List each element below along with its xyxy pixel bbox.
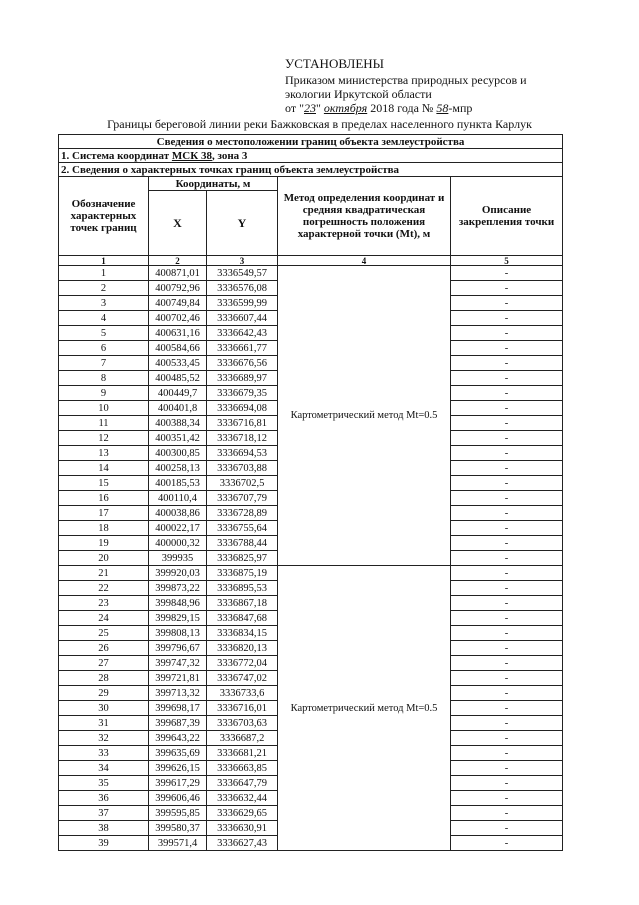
coordinate-x: 399796,67 [149, 641, 207, 656]
point-description: - [451, 611, 563, 626]
coordinate-system-line [59, 149, 563, 163]
point-number: 16 [59, 491, 149, 506]
coordinate-x: 400749,84 [149, 296, 207, 311]
point-description: - [451, 791, 563, 806]
coordinate-y: 3336629,65 [207, 806, 278, 821]
coordinate-y: 3336576,08 [207, 281, 278, 296]
point-description: - [451, 416, 563, 431]
point-description: - [451, 566, 563, 581]
approval-suffix: -мпр [448, 101, 473, 115]
point-description: - [451, 836, 563, 851]
point-number: 10 [59, 401, 149, 416]
coordinate-x: 400022,17 [149, 521, 207, 536]
point-number: 30 [59, 701, 149, 716]
point-description: - [451, 656, 563, 671]
coordinate-x: 399571,4 [149, 836, 207, 851]
point-number: 18 [59, 521, 149, 536]
coordinate-y: 3336647,79 [207, 776, 278, 791]
coordinate-y: 3336895,53 [207, 581, 278, 596]
approval-year: 2018 года № [370, 101, 434, 115]
point-number: 36 [59, 791, 149, 806]
point-number: 25 [59, 626, 149, 641]
point-description: - [451, 521, 563, 536]
point-description: - [451, 821, 563, 836]
point-number: 33 [59, 746, 149, 761]
point-number: 22 [59, 581, 149, 596]
column-number-4: 4 [278, 256, 451, 266]
approval-heading: УСТАНОВЛЕНЫ [285, 56, 384, 71]
coordinate-x: 399721,81 [149, 671, 207, 686]
coordinate-x: 399580,37 [149, 821, 207, 836]
coordinate-x: 400000,32 [149, 536, 207, 551]
point-number: 28 [59, 671, 149, 686]
coordinate-x: 400792,96 [149, 281, 207, 296]
approval-date-from: от " [285, 101, 304, 115]
coordinate-x: 399747,32 [149, 656, 207, 671]
coordinate-y: 3336716,81 [207, 416, 278, 431]
column-number-1: 1 [59, 256, 149, 266]
point-description: - [451, 716, 563, 731]
column-x: X [149, 191, 207, 256]
point-description: - [451, 311, 563, 326]
coordinate-y: 3336867,18 [207, 596, 278, 611]
coordinate-x: 400300,85 [149, 446, 207, 461]
approval-line-2: экологии Иркутской области [285, 87, 432, 101]
coordinate-x: 399808,13 [149, 626, 207, 641]
point-number: 3 [59, 296, 149, 311]
point-description: - [451, 671, 563, 686]
point-number: 9 [59, 386, 149, 401]
approval-number: 58 [436, 101, 449, 115]
point-number: 11 [59, 416, 149, 431]
point-number: 20 [59, 551, 149, 566]
point-description: - [451, 581, 563, 596]
point-number: 39 [59, 836, 149, 851]
coordinate-y: 3336847,68 [207, 611, 278, 626]
approval-month: октября [323, 101, 368, 115]
document-title: Границы береговой линии реки Бажковская в пределах населенного пункта Карлук [107, 117, 532, 131]
point-description: - [451, 701, 563, 716]
table-row [59, 266, 563, 281]
coordinate-y: 3336707,79 [207, 491, 278, 506]
table-row [59, 566, 563, 581]
point-description: - [451, 551, 563, 566]
coordinate-x: 399920,03 [149, 566, 207, 581]
coordinate-y: 3336772,04 [207, 656, 278, 671]
coordinate-x: 400449,7 [149, 386, 207, 401]
coordinate-system-name: МСК 38 [171, 149, 212, 162]
coordinate-x: 399635,69 [149, 746, 207, 761]
point-number: 24 [59, 611, 149, 626]
point-description: - [451, 356, 563, 371]
coordinate-x: 399595,85 [149, 806, 207, 821]
coordinate-y: 3336681,21 [207, 746, 278, 761]
coordinate-x: 399873,22 [149, 581, 207, 596]
point-number: 32 [59, 731, 149, 746]
coordinate-x: 400038,86 [149, 506, 207, 521]
coordinate-y: 3336694,08 [207, 401, 278, 416]
point-description: - [451, 386, 563, 401]
column-number-3: 3 [207, 256, 278, 266]
coordinate-y: 3336820,13 [207, 641, 278, 656]
coordinate-x: 399617,29 [149, 776, 207, 791]
column-y: Y [207, 191, 278, 256]
coordinate-y: 3336728,89 [207, 506, 278, 521]
column-method: Метод определения координат и средняя квадратическая погрешность положения характерной точки (Mt), м [278, 177, 451, 256]
coordinate-x: 400258,13 [149, 461, 207, 476]
point-number: 5 [59, 326, 149, 341]
point-number: 37 [59, 806, 149, 821]
coordinate-x: 399848,96 [149, 596, 207, 611]
point-number: 8 [59, 371, 149, 386]
coordinate-x: 400401,8 [149, 401, 207, 416]
approval-line-1: Приказом министерства природных ресурсов и [285, 73, 527, 87]
points-header: 2. Сведения о характерных точках границ объекта землеустройства [59, 163, 563, 177]
point-description: - [451, 731, 563, 746]
column-designation: Обозначение характерных точек границ [59, 177, 149, 256]
point-number: 27 [59, 656, 149, 671]
point-description: - [451, 296, 563, 311]
coordinate-x: 400584,66 [149, 341, 207, 356]
point-number: 14 [59, 461, 149, 476]
coordinate-x: 399643,22 [149, 731, 207, 746]
coordinate-x: 400631,16 [149, 326, 207, 341]
point-number: 17 [59, 506, 149, 521]
point-description: - [451, 746, 563, 761]
coordinate-y: 3336642,43 [207, 326, 278, 341]
coordinate-x: 400185,53 [149, 476, 207, 491]
coordinate-x: 400533,45 [149, 356, 207, 371]
point-description: - [451, 341, 563, 356]
point-description: - [451, 626, 563, 641]
point-number: 21 [59, 566, 149, 581]
point-description: - [451, 641, 563, 656]
coordinate-x: 400351,42 [149, 431, 207, 446]
point-description: - [451, 401, 563, 416]
coordinate-system-suffix: , зона 3 [211, 149, 248, 162]
point-description: - [451, 431, 563, 446]
column-numbers-row [59, 256, 563, 266]
point-number: 35 [59, 776, 149, 791]
coordinate-y: 3336676,56 [207, 356, 278, 371]
coordinate-y: 3336716,01 [207, 701, 278, 716]
coordinate-y: 3336661,77 [207, 341, 278, 356]
coordinate-y: 3336694,53 [207, 446, 278, 461]
coordinate-x: 399829,15 [149, 611, 207, 626]
point-number: 7 [59, 356, 149, 371]
coordinate-y: 3336679,35 [207, 386, 278, 401]
point-description: - [451, 536, 563, 551]
section-header: Сведения о местоположении границ объекта землеустройства [59, 135, 563, 149]
point-number: 1 [59, 266, 149, 281]
coordinate-x: 399606,46 [149, 791, 207, 806]
point-description: - [451, 776, 563, 791]
approval-date-mid: " [315, 101, 321, 115]
point-number: 23 [59, 596, 149, 611]
coordinate-y: 3336825,97 [207, 551, 278, 566]
point-description: - [451, 761, 563, 776]
column-number-2: 2 [149, 256, 207, 266]
point-description: - [451, 806, 563, 821]
point-description: - [451, 506, 563, 521]
point-number: 34 [59, 761, 149, 776]
method-cell-1: Картометрический метод Mt=0.5 [278, 266, 451, 566]
coordinate-x: 399698,17 [149, 701, 207, 716]
coordinate-y: 3336875,19 [207, 566, 278, 581]
coordinate-y: 3336718,12 [207, 431, 278, 446]
point-description: - [451, 686, 563, 701]
point-number: 13 [59, 446, 149, 461]
coordinate-y: 3336702,5 [207, 476, 278, 491]
coordinate-x: 399626,15 [149, 761, 207, 776]
coordinate-x: 399687,39 [149, 716, 207, 731]
coordinate-y: 3336689,97 [207, 371, 278, 386]
coordinate-x: 400110,4 [149, 491, 207, 506]
coordinate-y: 3336607,44 [207, 311, 278, 326]
point-description: - [451, 476, 563, 491]
column-coordinates: Координаты, м [149, 177, 278, 191]
coordinate-y: 3336549,57 [207, 266, 278, 281]
point-number: 4 [59, 311, 149, 326]
coordinate-y: 3336703,88 [207, 461, 278, 476]
point-description: - [451, 596, 563, 611]
point-number: 19 [59, 536, 149, 551]
coordinates-table [58, 134, 563, 851]
column-description: Описание закрепления точки [451, 177, 563, 256]
method-cell-2: Картометрический метод Mt=0.5 [278, 566, 451, 851]
coordinate-x: 399713,32 [149, 686, 207, 701]
point-number: 2 [59, 281, 149, 296]
coordinate-y: 3336747,02 [207, 671, 278, 686]
approval-day: 23 [303, 101, 316, 115]
point-number: 29 [59, 686, 149, 701]
approval-date-line [285, 101, 585, 115]
coordinate-system-prefix: 1. Система координат [61, 149, 172, 162]
coordinate-y: 3336733,6 [207, 686, 278, 701]
coordinate-x: 399935 [149, 551, 207, 566]
point-number: 6 [59, 341, 149, 356]
coordinate-y: 3336599,99 [207, 296, 278, 311]
point-description: - [451, 266, 563, 281]
point-description: - [451, 446, 563, 461]
coordinates-table-body [59, 135, 563, 851]
coordinate-x: 400702,46 [149, 311, 207, 326]
approval-block [285, 57, 585, 115]
coordinate-x: 400485,52 [149, 371, 207, 386]
coordinate-y: 3336627,43 [207, 836, 278, 851]
coordinate-y: 3336632,44 [207, 791, 278, 806]
point-description: - [451, 461, 563, 476]
coordinate-y: 3336663,85 [207, 761, 278, 776]
coordinate-x: 400871,01 [149, 266, 207, 281]
coordinate-x: 400388,34 [149, 416, 207, 431]
coordinate-y: 3336687,2 [207, 731, 278, 746]
point-description: - [451, 281, 563, 296]
point-number: 31 [59, 716, 149, 731]
point-description: - [451, 326, 563, 341]
coordinate-y: 3336788,44 [207, 536, 278, 551]
point-number: 12 [59, 431, 149, 446]
column-number-5: 5 [451, 256, 563, 266]
point-description: - [451, 491, 563, 506]
point-number: 26 [59, 641, 149, 656]
coordinate-y: 3336834,15 [207, 626, 278, 641]
point-number: 38 [59, 821, 149, 836]
point-number: 15 [59, 476, 149, 491]
coordinate-y: 3336755,64 [207, 521, 278, 536]
point-description: - [451, 371, 563, 386]
coordinate-y: 3336703,63 [207, 716, 278, 731]
coordinate-y: 3336630,91 [207, 821, 278, 836]
